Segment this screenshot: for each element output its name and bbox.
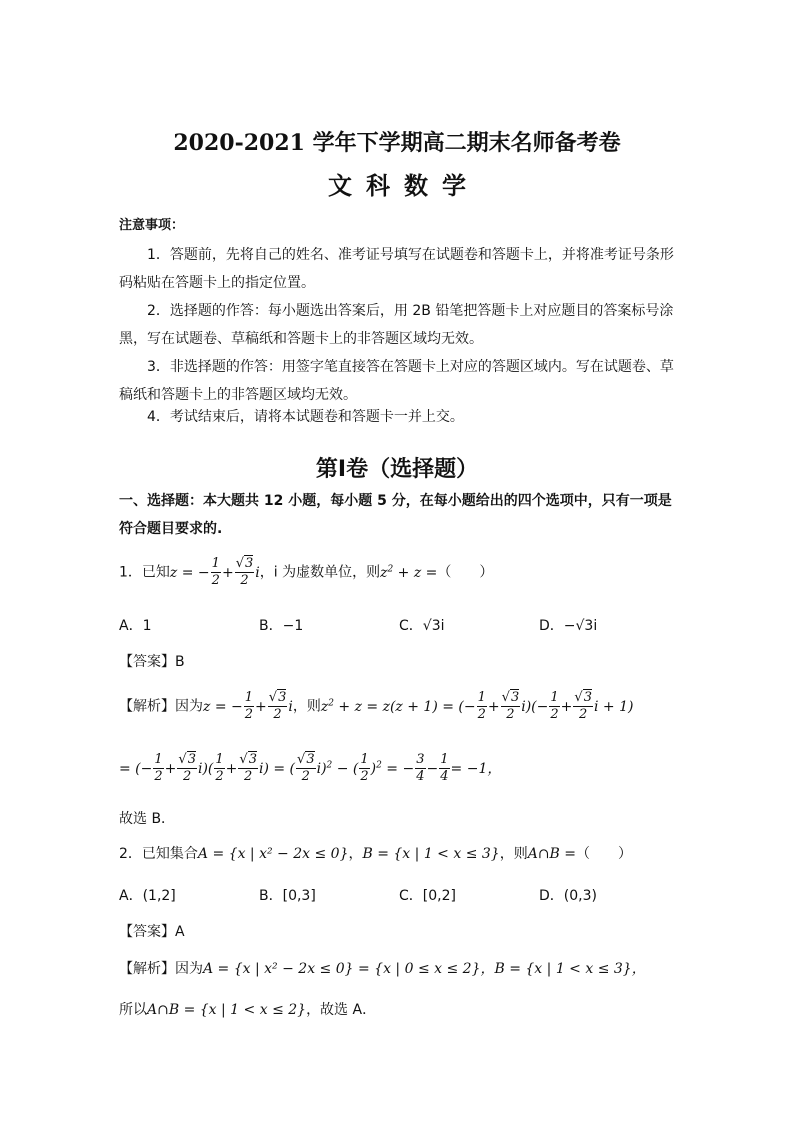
q1-analysis-label: 【解析】因为 <box>119 698 203 715</box>
section-instruction: 一、选择题：本大题共 12 小题，每小题 5 分，在每小题给出的四个选项中，只有一项是符合题目要求的. <box>119 493 672 537</box>
q2-analysis <box>119 958 646 978</box>
q1-option-d: D．−√3i <box>539 618 598 634</box>
q1-option-a: A．1 <box>119 618 152 634</box>
q2-option-b: B．[0,3] <box>259 888 316 904</box>
q2-expr: A∩B = <box>527 846 577 862</box>
q1-prefix: 1．已知 <box>119 564 170 581</box>
q1-option-c: C．√3i <box>399 618 445 634</box>
notice-item-3: 3．非选择题的作答：用签字笔直接答在答题卡上对应的答题区域内。写在试题卷、草稿纸和答题卡上的非答题区域均无效。 <box>119 359 674 403</box>
q2-answer: 【答案】A <box>119 924 185 940</box>
notice-heading: 注意事项： <box>119 218 185 233</box>
q1-answer: 【答案】B <box>119 654 185 670</box>
q2-option-d: D．(0,3) <box>539 888 597 904</box>
q1-analysis-line-1 <box>119 690 633 723</box>
exam-title: 2020-2021 学年下学期高二期末名师备考卷 <box>173 130 621 156</box>
q1-option-b: B．−1 <box>259 618 304 634</box>
section-title: 第Ⅰ卷（选择题） <box>315 457 479 482</box>
q1-suffix: （ ） <box>437 564 494 581</box>
q2-mid: ，则 <box>499 846 528 862</box>
q2-suffix: （ ） <box>576 846 633 862</box>
q2-conclusion-suffix: ，故选 A． <box>306 1002 377 1018</box>
notice-item-1: 1．答题前，先将自己的姓名、准考证号填写在试题卷和答题卡上，并将准考证号条形码粘贴在答题卡上的指定位置。 <box>119 247 674 291</box>
question-2 <box>119 843 632 863</box>
q1-analysis-line-2 <box>119 752 501 785</box>
q1-analysis-expr2: = (− $\frac{1}{2}$ + $\frac{√3}{2}$ i)( $\frac{1}{2}$ + $\frac{√3}{2}$ i) = ( $\frac{√3}{2}$ i)$^2$ − ( $\frac{1}{2}$ )$^2$ = − $\frac{3}{4}$ − $\frac{1}{4}$ = −1， <box>119 752 502 784</box>
q2-set-a: A = {x | x² − 2x ≤ 0} <box>197 846 349 862</box>
q2-prefix: 2．已知集合 <box>119 846 198 862</box>
q2-conclusion-expr: A∩B = {x | 1 < x ≤ 2} <box>147 1002 307 1018</box>
notice-item-4: 4．考试结束后，请将本试题卷和答题卡一并上交。 <box>147 409 464 425</box>
q1-expr: $z^2 + z$ = <box>380 563 438 581</box>
q2-option-a: A．(1,2] <box>119 888 176 904</box>
q1-analysis-z: z = − $\frac{1}{2}$ + $\frac{√3}{2}$ i <box>203 690 293 722</box>
q1-z-def: z = − $\frac{1}{2}$ + $\frac{√3}{2}$ i <box>169 556 260 588</box>
q2-analysis-expr: A = {x | x² − 2x ≤ 0} = {x | 0 ≤ x ≤ 2}，B = {x | 1 < x ≤ 3}， <box>203 961 646 977</box>
q1-conclusion: 故选 B． <box>119 811 176 827</box>
q1-analysis-expr1: $z^2 + z = z(z + 1)$ = (− $\frac{1}{2}$ + $\frac{√3}{2}$ i)(− $\frac{1}{2}$ + $\frac{√3}{2}$ i + 1) <box>320 690 634 722</box>
q1-analysis-mid: ，则 <box>292 698 321 715</box>
q2-analysis-label: 【解析】因为 <box>119 961 203 977</box>
q2-set-b: B = {x | 1 < x ≤ 3} <box>362 846 500 862</box>
notice-item-2: 2．选择题的作答：每小题选出答案后，用 2B 铅笔把答题卡上对应题目的答案标号涂黑，写在试题卷、草稿纸和答题卡上的非答题区域均无效。 <box>119 303 674 347</box>
q2-comma: ， <box>348 846 363 862</box>
question-1 <box>119 556 493 589</box>
q2-conclusion-prefix: 所以 <box>119 1002 147 1018</box>
q1-mid: ，i 为虚数单位，则 <box>259 564 381 581</box>
exam-subtitle: 文科数学 <box>328 171 480 200</box>
q2-conclusion <box>119 999 376 1019</box>
q2-option-c: C．[0,2] <box>399 888 456 904</box>
